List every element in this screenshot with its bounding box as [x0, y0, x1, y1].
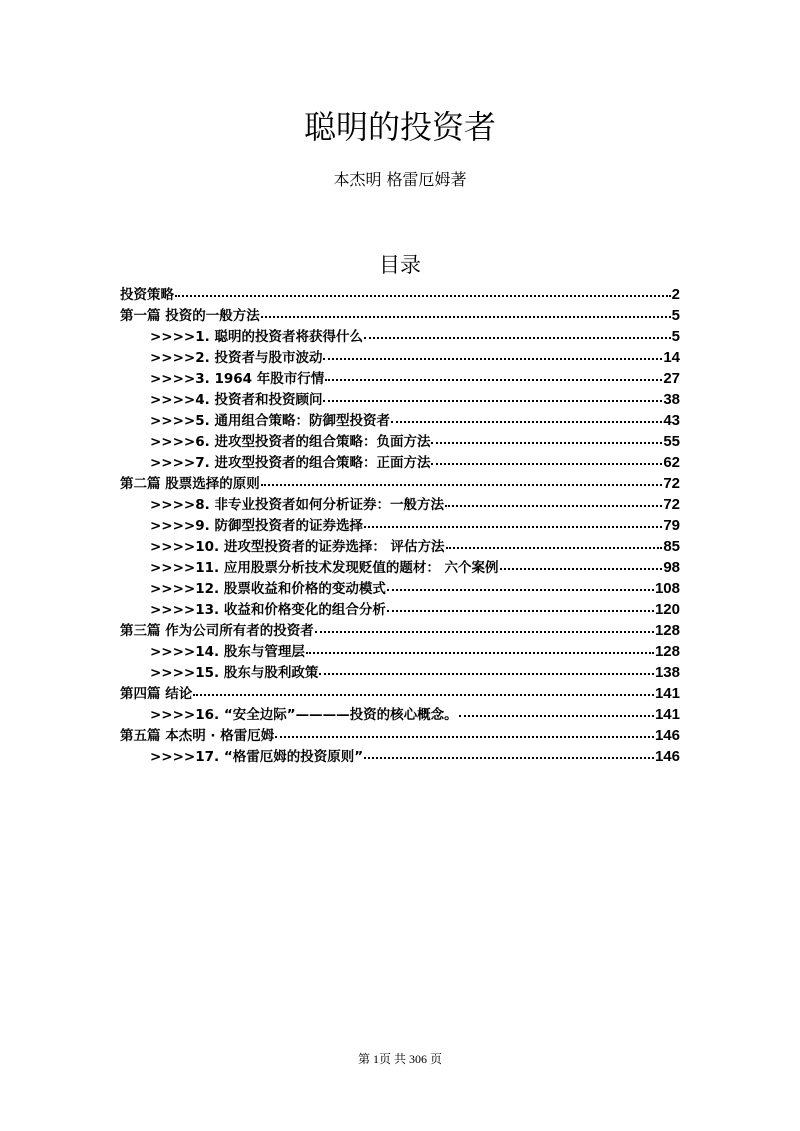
toc-entry-label: >>>>12. 股票收益和价格的变动模式 [150, 581, 386, 597]
toc-chapter-entry[interactable] [120, 431, 680, 452]
toc-entry-page-number: 128 [654, 622, 680, 639]
toc-part-entry[interactable] [120, 725, 680, 746]
toc-chapter-entry[interactable] [120, 389, 680, 410]
toc-entry-page-number: 146 [654, 748, 680, 765]
toc-chapter-entry[interactable] [120, 641, 680, 662]
page-footer: 第 1页 共 306 页 [357, 1052, 442, 1066]
toc-chapter-entry[interactable] [120, 368, 680, 389]
toc-entry-page-number: 5 [671, 307, 680, 324]
dot-leader [364, 337, 671, 339]
document-author: 本杰明 格雷厄姆著 [333, 170, 467, 189]
toc-entry-page-number: 85 [663, 538, 680, 555]
dot-leader [325, 379, 662, 381]
dot-leader [445, 505, 662, 507]
toc-part-entry[interactable] [120, 473, 680, 494]
dot-leader [446, 547, 663, 549]
dot-leader [431, 463, 662, 465]
dot-leader [364, 526, 662, 528]
dot-leader [315, 631, 654, 633]
toc-entry-label: >>>>11. 应用股票分析技术发现贬值的题材： 六个案例 [150, 560, 499, 576]
dot-leader [261, 316, 671, 318]
dot-leader [364, 757, 654, 759]
toc-chapter-entry[interactable] [120, 347, 680, 368]
dot-leader [193, 694, 654, 696]
toc-entry-page-number: 38 [663, 391, 680, 408]
toc-entry-page-number: 14 [663, 349, 680, 366]
toc-chapter-entry[interactable] [120, 578, 680, 599]
toc-entry-page-number: 5 [671, 328, 680, 345]
table-of-contents [120, 284, 680, 767]
toc-entry-label: 第四篇 结论 [120, 686, 193, 702]
toc-entry-page-number: 79 [663, 517, 680, 534]
toc-entry-label: 第五篇 本杰明 · 格雷厄姆 [120, 728, 275, 744]
toc-chapter-entry[interactable] [120, 494, 680, 515]
toc-entry-page-number: 27 [663, 370, 680, 387]
toc-chapter-entry[interactable] [120, 515, 680, 536]
toc-entry-page-number: 141 [654, 685, 680, 702]
toc-entry-label: >>>>8. 非专业投资者如何分析证券：一般方法 [150, 497, 444, 513]
toc-entry-page-number: 55 [663, 433, 680, 450]
toc-chapter-entry[interactable] [120, 662, 680, 683]
toc-entry-label: >>>>5. 通用组合策略：防御型投资者 [150, 413, 390, 429]
toc-chapter-entry[interactable] [120, 557, 680, 578]
dot-leader [275, 736, 654, 738]
toc-entry-page-number: 98 [663, 559, 680, 576]
toc-entry-page-number: 120 [654, 601, 680, 618]
toc-chapter-entry[interactable] [120, 704, 680, 725]
toc-entry-label: >>>>1. 聪明的投资者将获得什么 [150, 329, 363, 345]
toc-entry-page-number: 62 [663, 454, 680, 471]
toc-part-entry[interactable] [120, 620, 680, 641]
toc-entry-label: >>>>16. “安全边际”————投资的核心概念。 [150, 707, 458, 723]
toc-heading: 目录 [379, 253, 421, 277]
toc-entry-page-number: 138 [654, 664, 680, 681]
toc-entry-label: >>>>14. 股东与管理层 [150, 644, 305, 660]
dot-leader [323, 358, 662, 360]
toc-entry-label: 第二篇 股票选择的原则 [120, 476, 260, 492]
dot-leader [261, 484, 663, 486]
toc-entry-label: >>>>3. 1964 年股市行情 [150, 371, 325, 387]
dot-leader [500, 568, 663, 570]
toc-entry-page-number: 72 [663, 475, 680, 492]
dot-leader [323, 400, 662, 402]
toc-entry-page-number: 43 [663, 412, 680, 429]
toc-entry-label: >>>>13. 收益和价格变化的组合分析 [150, 602, 386, 618]
document-title: 聪明的投资者 [303, 108, 496, 146]
toc-entry-label: >>>>2. 投资者与股市波动 [150, 350, 323, 366]
toc-chapter-entry[interactable] [120, 599, 680, 620]
toc-entry-label: >>>>6. 进攻型投资者的组合策略：负面方法 [150, 434, 431, 450]
toc-entry-page-number: 2 [671, 286, 680, 303]
toc-chapter-entry[interactable] [120, 452, 680, 473]
toc-part-entry[interactable] [120, 683, 680, 704]
toc-entry-page-number: 146 [654, 727, 680, 744]
toc-entry-label: >>>>4. 投资者和投资顾问 [150, 392, 323, 408]
dot-leader [387, 589, 654, 591]
toc-chapter-entry[interactable] [120, 326, 680, 347]
toc-chapter-entry[interactable] [120, 536, 680, 557]
toc-entry-page-number: 108 [654, 580, 680, 597]
toc-entry-label: >>>>7. 进攻型投资者的组合策略：正面方法 [150, 455, 431, 471]
toc-entry-label: >>>>15. 股东与股利政策 [150, 665, 319, 681]
dot-leader [175, 295, 671, 297]
toc-chapter-entry[interactable] [120, 746, 680, 767]
toc-part-entry[interactable] [120, 284, 680, 305]
toc-entry-label: >>>>17. “格雷厄姆的投资原则” [150, 749, 364, 765]
toc-entry-label: 第一篇 投资的一般方法 [120, 308, 260, 324]
toc-entry-page-number: 141 [654, 706, 680, 723]
dot-leader [319, 673, 654, 675]
dot-leader [391, 421, 662, 423]
dot-leader [387, 610, 654, 612]
toc-entry-page-number: 128 [654, 643, 680, 660]
toc-entry-label: 第三篇 作为公司所有者的投资者 [120, 623, 314, 639]
toc-entry-page-number: 72 [663, 496, 680, 513]
toc-part-entry[interactable] [120, 305, 680, 326]
toc-entry-label: >>>>9. 防御型投资者的证券选择 [150, 518, 363, 534]
dot-leader [306, 652, 654, 654]
dot-leader [459, 715, 654, 717]
dot-leader [431, 442, 662, 444]
toc-chapter-entry[interactable] [120, 410, 680, 431]
toc-entry-label: 投资策略 [120, 287, 174, 303]
toc-entry-label: >>>>10. 进攻型投资者的证券选择： 评估方法 [150, 539, 445, 555]
